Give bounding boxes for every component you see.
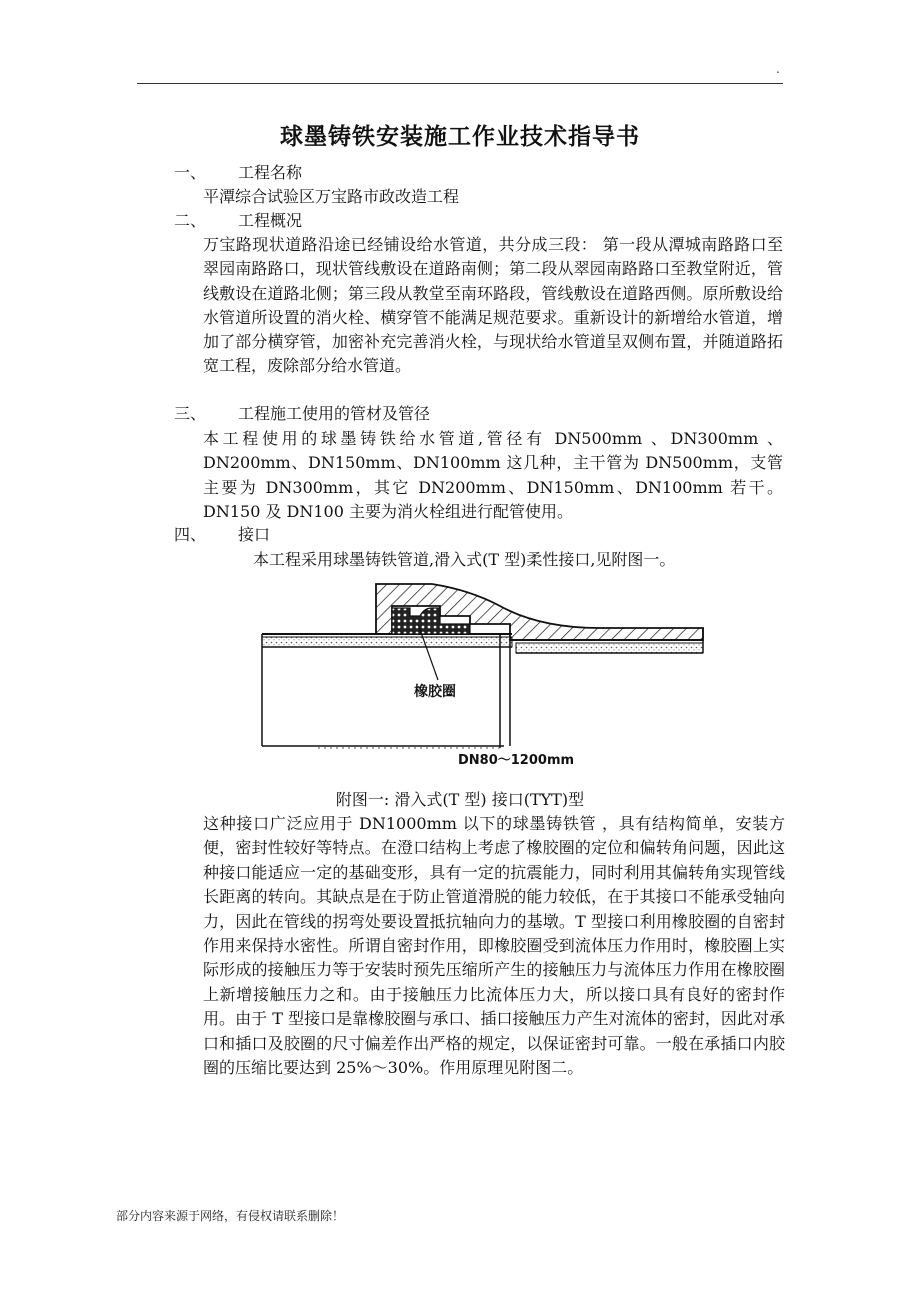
section-3-number: 三、 [174, 404, 207, 423]
section-3-heading [174, 402, 430, 426]
section-1-body: 平潭综合试验区万宝路市政改造工程 [203, 187, 460, 206]
footer-disclaimer: 部分内容来源于网络，有侵权请联系删除！ [116, 1209, 345, 1223]
socket-pipe [500, 628, 703, 748]
closing-paragraph: 这种接口广泛应用于 DN1000mm 以下的球墨铸铁管 ，具有结构简单，安装方便，密封性较好等特点。在澄口结构上考虑了橡胶圈的定位和偏转角问题，因此这种接口能适应一定的基础变形，具有一定的抗震能力，同时利用其偏转角实现管线长距离的转向。其缺点是在于防止管道滑脱的能力较低，在于其接口不能承受轴向力，因此在管线的拐弯处要设置抵抗轴向力的基墩。T 型接口利用橡胶圈的自密封作用来保持水密性。所谓自密封作用，即橡胶圈受到流体压力作用时，橡胶圈上实际形成的接触压力等于安装时预先压缩所产生的接触压力与流体压力作用在橡胶圈上新增接触压力之和。由于接触压力比流体压力大，所以接口具有良好的密封作用。由于 T 型接口是靠橡胶圈与承口、插口接触压力产生对流体的密封，因此对承口和插口及胶圈的尺寸偏差作出严格的规定，以保证密封可靠。一般在承插口内胶圈的压缩比要达到 25%～30%。作用原理见附图二。 [203, 814, 785, 1078]
section-2-heading [174, 209, 302, 233]
dn-range-label: DN80～1200mm [458, 753, 575, 768]
header-mark: . [776, 62, 780, 76]
section-3-body: 本工程使用的球墨铸铁给水管道,管径有 DN500mm 、DN300mm 、DN200mm、DN150mm、DN100mm 这几种，主干管为 DN500mm，支管主要为 DN300mm，其它 DN200mm、DN150mm、DN100mm 若干。DN150 及 DN100 主要为消火栓组进行配管使用。 [203, 429, 783, 521]
document-title: 球墨铸铁安装施工作业技术指导书 [280, 124, 640, 150]
section-2-number: 二、 [174, 211, 207, 230]
spigot-pipe [262, 634, 512, 746]
joint-diagram [0, 576, 920, 776]
section-3-title: 工程施工使用的管材及管径 [238, 404, 431, 423]
section-2-body: 万宝路现状道路沿途已经铺设给水管道，共分成三段： 第一段从潭城南路路口至翠园南路路口，现状管线敷设在道路南侧；第二段从翠园南路路口至教堂附近，管线敷设在道路北侧；第三段从教堂至南环路段，管线敷设在道路西侧。原所敷设给水管道所设置的消火栓、横穿管不能满足规范要求。重新设计的新增给水管道，增加了部分横穿管，加密补充完善消火栓，与现状给水管道呈双侧布置，并随道路拓宽工程，废除部分给水管道。 [203, 235, 783, 376]
header-rule [137, 83, 783, 84]
section-1-title: 工程名称 [238, 163, 303, 182]
section-1-number: 一、 [174, 163, 207, 182]
section-4-number: 四、 [174, 525, 207, 544]
section-4-title: 接口 [238, 525, 271, 544]
gasket-label: 橡胶圈 [414, 684, 456, 700]
section-2-title: 工程概况 [238, 211, 303, 230]
section-4-heading [174, 523, 270, 547]
figure-1-caption: 附图一: 滑入式(T 型) 接口(TYT)型 [335, 790, 585, 809]
section-1-heading [174, 161, 302, 185]
section-4-body: 本工程采用球墨铸铁管道,滑入式(T 型)柔性接口,见附图一。 [253, 550, 676, 569]
